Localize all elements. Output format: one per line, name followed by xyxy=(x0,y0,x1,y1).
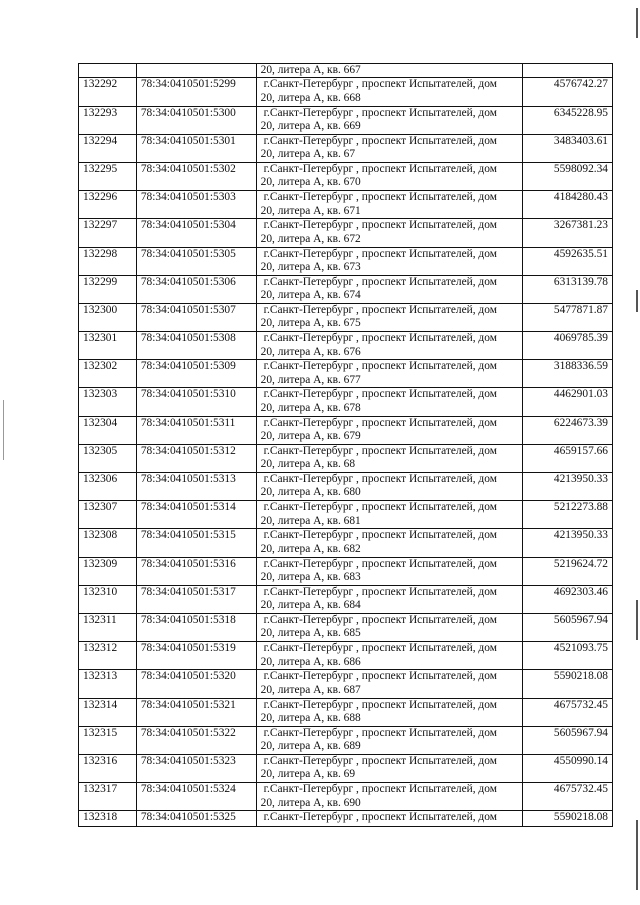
cadastral-number-cell: 78:34:0410501:5321 xyxy=(136,698,256,726)
value-cell: 5598092.34 xyxy=(522,162,612,190)
address-line: 20, литера А, кв. 67 xyxy=(260,148,356,161)
address-line: г.Санкт-Петербург , проспект Испытателей, дом xyxy=(263,811,497,824)
table-row xyxy=(79,360,613,388)
address-cell xyxy=(256,754,522,782)
address-line: г.Санкт-Петербург , проспект Испытателей, дом xyxy=(263,754,497,767)
table-row xyxy=(79,529,613,557)
number-cell: 132309 xyxy=(79,557,137,585)
number-cell: 132296 xyxy=(79,191,137,219)
address-cell xyxy=(256,726,522,754)
value-cell: 6345228.95 xyxy=(522,106,612,134)
value-cell: 5590218.08 xyxy=(522,811,612,827)
address-cell xyxy=(256,275,522,303)
address-cell xyxy=(256,501,522,529)
cadastral-number-cell: 78:34:0410501:5308 xyxy=(136,332,256,360)
address-cell xyxy=(256,613,522,641)
address-line: 20, литера А, кв. 680 xyxy=(260,486,361,499)
value-cell: 4675732.45 xyxy=(522,783,612,811)
address-line: 20, литера А, кв. 667 xyxy=(260,64,361,76)
address-line: г.Санкт-Петербург , проспект Испытателей, дом xyxy=(263,106,497,119)
property-register-table xyxy=(78,63,613,827)
address-line: 20, литера А, кв. 689 xyxy=(260,740,361,753)
table-row xyxy=(79,332,613,360)
address-line: г.Санкт-Петербург , проспект Испытателей, дом xyxy=(263,783,497,796)
value-cell: 4213950.33 xyxy=(522,473,612,501)
address-line: 20, литера А, кв. 683 xyxy=(260,571,361,583)
address-cell xyxy=(256,64,522,78)
number-cell: 132316 xyxy=(79,754,137,782)
address-line: г.Санкт-Петербург , проспект Испытателей, дом xyxy=(263,78,497,91)
value-cell: 4675732.45 xyxy=(522,698,612,726)
address-line: г.Санкт-Петербург , проспект Испытателей, дом xyxy=(263,698,497,711)
value-cell: 4069785.39 xyxy=(522,332,612,360)
address-line: 20, литера А, кв. 669 xyxy=(260,120,361,132)
value-cell: 5605967.94 xyxy=(522,613,612,641)
address-line: г.Санкт-Петербург , проспект Испытателей, дом xyxy=(263,670,497,683)
cadastral-number-cell: 78:34:0410501:5317 xyxy=(136,585,256,613)
table-row xyxy=(79,613,613,641)
address-line: г.Санкт-Петербург , проспект Испытателей, дом xyxy=(263,303,497,316)
scan-edge-mark xyxy=(636,290,638,312)
address-line: г.Санкт-Петербург , проспект Испытателей, дом xyxy=(263,332,497,345)
table-row xyxy=(79,811,613,827)
number-cell: 132299 xyxy=(79,275,137,303)
cadastral-number-cell: 78:34:0410501:5324 xyxy=(136,783,256,811)
number-cell: 132298 xyxy=(79,247,137,275)
value-cell: 3188336.59 xyxy=(522,360,612,388)
address-cell xyxy=(256,416,522,444)
table-row xyxy=(79,106,613,134)
address-line: 20, литера А, кв. 682 xyxy=(260,542,361,555)
number-cell: 132313 xyxy=(79,670,137,698)
address-line: г.Санкт-Петербург , проспект Испытателей, дом xyxy=(263,473,497,486)
address-line: 20, литера А, кв. 671 xyxy=(260,204,361,217)
address-cell xyxy=(256,529,522,557)
address-line: 20, литера А, кв. 676 xyxy=(260,345,361,358)
table-row xyxy=(79,162,613,190)
address-cell xyxy=(256,557,522,585)
address-line: 20, литера А, кв. 668 xyxy=(260,91,361,104)
cadastral-number-cell: 78:34:0410501:5319 xyxy=(136,642,256,670)
number-cell: 132314 xyxy=(79,698,137,726)
table-row xyxy=(79,416,613,444)
number-cell: 132308 xyxy=(79,529,137,557)
address-line: 20, литера А, кв. 681 xyxy=(260,514,361,527)
address-line: г.Санкт-Петербург , проспект Испытателей, дом xyxy=(263,726,497,739)
number-cell: 132294 xyxy=(79,134,137,162)
value-cell: 5605967.94 xyxy=(522,726,612,754)
table-row xyxy=(79,191,613,219)
address-line: 20, литера А, кв. 678 xyxy=(260,401,361,414)
number-cell: 132311 xyxy=(79,613,137,641)
cadastral-number-cell: 78:34:0410501:5315 xyxy=(136,529,256,557)
address-line: г.Санкт-Петербург , проспект Испытателей, дом xyxy=(263,444,497,457)
address-cell xyxy=(256,78,522,106)
table-row xyxy=(79,444,613,472)
address-line: 20, литера А, кв. 69 xyxy=(260,768,356,781)
address-line: 20, литера А, кв. 688 xyxy=(260,711,361,724)
cadastral-number-cell: 78:34:0410501:5310 xyxy=(136,388,256,416)
cadastral-number-cell: 78:34:0410501:5318 xyxy=(136,613,256,641)
address-line: г.Санкт-Петербург , проспект Испытателей, дом xyxy=(263,613,497,626)
table-row xyxy=(79,275,613,303)
cadastral-number-cell: 78:34:0410501:5299 xyxy=(136,78,256,106)
cadastral-number-cell: 78:34:0410501:5311 xyxy=(136,416,256,444)
address-line: 20, литера А, кв. 673 xyxy=(260,260,361,273)
number-cell: 132310 xyxy=(79,585,137,613)
table-row xyxy=(79,388,613,416)
value-cell: 4576742.27 xyxy=(522,78,612,106)
number-cell: 132303 xyxy=(79,388,137,416)
number-cell: 132312 xyxy=(79,642,137,670)
value-cell: 3267381.23 xyxy=(522,219,612,247)
address-cell xyxy=(256,783,522,811)
cadastral-number-cell: 78:34:0410501:5316 xyxy=(136,557,256,585)
table-row xyxy=(79,642,613,670)
address-cell xyxy=(256,247,522,275)
value-cell: 3483403.61 xyxy=(522,134,612,162)
cadastral-number-cell: 78:34:0410501:5300 xyxy=(136,106,256,134)
value-cell: 4550990.14 xyxy=(522,754,612,782)
value-cell: 5590218.08 xyxy=(522,670,612,698)
address-line: г.Санкт-Петербург , проспект Испытателей, дом xyxy=(263,585,497,598)
address-line: 20, литера А, кв. 670 xyxy=(260,176,361,189)
address-line: 20, литера А, кв. 686 xyxy=(260,655,361,668)
address-cell xyxy=(256,332,522,360)
value-cell: 4592635.51 xyxy=(522,247,612,275)
number-cell: 132318 xyxy=(79,811,137,827)
value-cell xyxy=(522,64,612,78)
value-cell: 4692303.46 xyxy=(522,585,612,613)
cadastral-number-cell xyxy=(136,64,256,78)
table-row xyxy=(79,64,613,78)
number-cell: 132315 xyxy=(79,726,137,754)
address-cell xyxy=(256,473,522,501)
cadastral-number-cell: 78:34:0410501:5306 xyxy=(136,275,256,303)
address-cell xyxy=(256,219,522,247)
address-cell xyxy=(256,360,522,388)
table-row xyxy=(79,78,613,106)
table-row xyxy=(79,698,613,726)
address-cell xyxy=(256,642,522,670)
address-cell xyxy=(256,106,522,134)
address-line: г.Санкт-Петербург , проспект Испытателей, дом xyxy=(263,388,497,401)
table-row xyxy=(79,726,613,754)
address-line: 20, литера А, кв. 690 xyxy=(260,796,361,809)
address-line: 20, литера А, кв. 672 xyxy=(260,232,361,245)
scan-edge-mark xyxy=(636,820,638,890)
value-cell: 5477871.87 xyxy=(522,303,612,331)
scan-edge-mark xyxy=(636,8,638,38)
address-cell xyxy=(256,444,522,472)
table-row xyxy=(79,247,613,275)
table-row xyxy=(79,557,613,585)
address-line: 20, литера А, кв. 677 xyxy=(260,373,361,386)
table-row xyxy=(79,783,613,811)
address-line: г.Санкт-Петербург , проспект Испытателей, дом xyxy=(263,134,497,147)
cadastral-number-cell: 78:34:0410501:5309 xyxy=(136,360,256,388)
number-cell: 132305 xyxy=(79,444,137,472)
address-line: г.Санкт-Петербург , проспект Испытателей, дом xyxy=(263,247,497,260)
value-cell: 4184280.43 xyxy=(522,191,612,219)
address-line: 20, литера А, кв. 675 xyxy=(260,317,361,330)
value-cell: 6313139.78 xyxy=(522,275,612,303)
value-cell: 4659157.66 xyxy=(522,444,612,472)
address-cell xyxy=(256,134,522,162)
table-row xyxy=(79,585,613,613)
address-cell xyxy=(256,191,522,219)
number-cell: 132307 xyxy=(79,501,137,529)
number-cell: 132306 xyxy=(79,473,137,501)
address-cell xyxy=(256,162,522,190)
number-cell: 132293 xyxy=(79,106,137,134)
address-line: 20, литера А, кв. 687 xyxy=(260,683,361,696)
value-cell: 5219624.72 xyxy=(522,557,612,585)
address-line: 20, литера А, кв. 68 xyxy=(260,458,356,471)
cadastral-number-cell: 78:34:0410501:5303 xyxy=(136,191,256,219)
address-line: г.Санкт-Петербург , проспект Испытателей, дом xyxy=(263,501,497,514)
address-line: 20, литера А, кв. 684 xyxy=(260,599,361,612)
table-row xyxy=(79,303,613,331)
value-cell: 5212273.88 xyxy=(522,501,612,529)
number-cell: 132297 xyxy=(79,219,137,247)
address-line: 20, литера А, кв. 685 xyxy=(260,627,361,640)
address-line: г.Санкт-Петербург , проспект Испытателей, дом xyxy=(263,557,497,570)
cadastral-number-cell: 78:34:0410501:5322 xyxy=(136,726,256,754)
address-line: г.Санкт-Петербург , проспект Испытателей, дом xyxy=(263,360,497,373)
table-row xyxy=(79,754,613,782)
cadastral-number-cell: 78:34:0410501:5305 xyxy=(136,247,256,275)
table-row xyxy=(79,219,613,247)
cadastral-number-cell: 78:34:0410501:5320 xyxy=(136,670,256,698)
address-line: г.Санкт-Петербург , проспект Испытателей, дом xyxy=(263,219,497,232)
scan-edge-mark xyxy=(3,400,4,460)
table-row xyxy=(79,670,613,698)
address-line: г.Санкт-Петербург , проспект Испытателей, дом xyxy=(263,416,497,429)
cadastral-number-cell: 78:34:0410501:5313 xyxy=(136,473,256,501)
address-cell xyxy=(256,698,522,726)
value-cell: 4213950.33 xyxy=(522,529,612,557)
cadastral-number-cell: 78:34:0410501:5304 xyxy=(136,219,256,247)
address-cell xyxy=(256,670,522,698)
address-line: 20, литера А, кв. 674 xyxy=(260,289,361,302)
number-cell: 132317 xyxy=(79,783,137,811)
value-cell: 4462901.03 xyxy=(522,388,612,416)
cadastral-number-cell: 78:34:0410501:5301 xyxy=(136,134,256,162)
number-cell: 132300 xyxy=(79,303,137,331)
address-cell xyxy=(256,585,522,613)
address-line: 20, литера А, кв. 679 xyxy=(260,430,361,443)
address-line: г.Санкт-Петербург , проспект Испытателей, дом xyxy=(263,529,497,542)
value-cell: 4521093.75 xyxy=(522,642,612,670)
number-cell: 132301 xyxy=(79,332,137,360)
address-line: г.Санкт-Петербург , проспект Испытателей, дом xyxy=(263,275,497,288)
number-cell: 132304 xyxy=(79,416,137,444)
cadastral-number-cell: 78:34:0410501:5323 xyxy=(136,754,256,782)
cadastral-number-cell: 78:34:0410501:5307 xyxy=(136,303,256,331)
address-cell xyxy=(256,388,522,416)
number-cell: 132292 xyxy=(79,78,137,106)
address-cell xyxy=(256,303,522,331)
address-line: г.Санкт-Петербург , проспект Испытателей, дом xyxy=(263,162,497,175)
table-row xyxy=(79,473,613,501)
number-cell: 132295 xyxy=(79,162,137,190)
cadastral-number-cell: 78:34:0410501:5312 xyxy=(136,444,256,472)
number-cell: 132302 xyxy=(79,360,137,388)
cadastral-number-cell: 78:34:0410501:5302 xyxy=(136,162,256,190)
address-cell xyxy=(256,811,522,827)
address-line: г.Санкт-Петербург , проспект Испытателей, дом xyxy=(263,191,497,204)
scan-edge-mark xyxy=(636,600,638,640)
cadastral-number-cell: 78:34:0410501:5314 xyxy=(136,501,256,529)
table-row xyxy=(79,134,613,162)
address-line: г.Санкт-Петербург , проспект Испытателей, дом xyxy=(263,642,497,655)
value-cell: 6224673.39 xyxy=(522,416,612,444)
number-cell xyxy=(79,64,137,78)
cadastral-number-cell: 78:34:0410501:5325 xyxy=(136,811,256,827)
table-row xyxy=(79,501,613,529)
